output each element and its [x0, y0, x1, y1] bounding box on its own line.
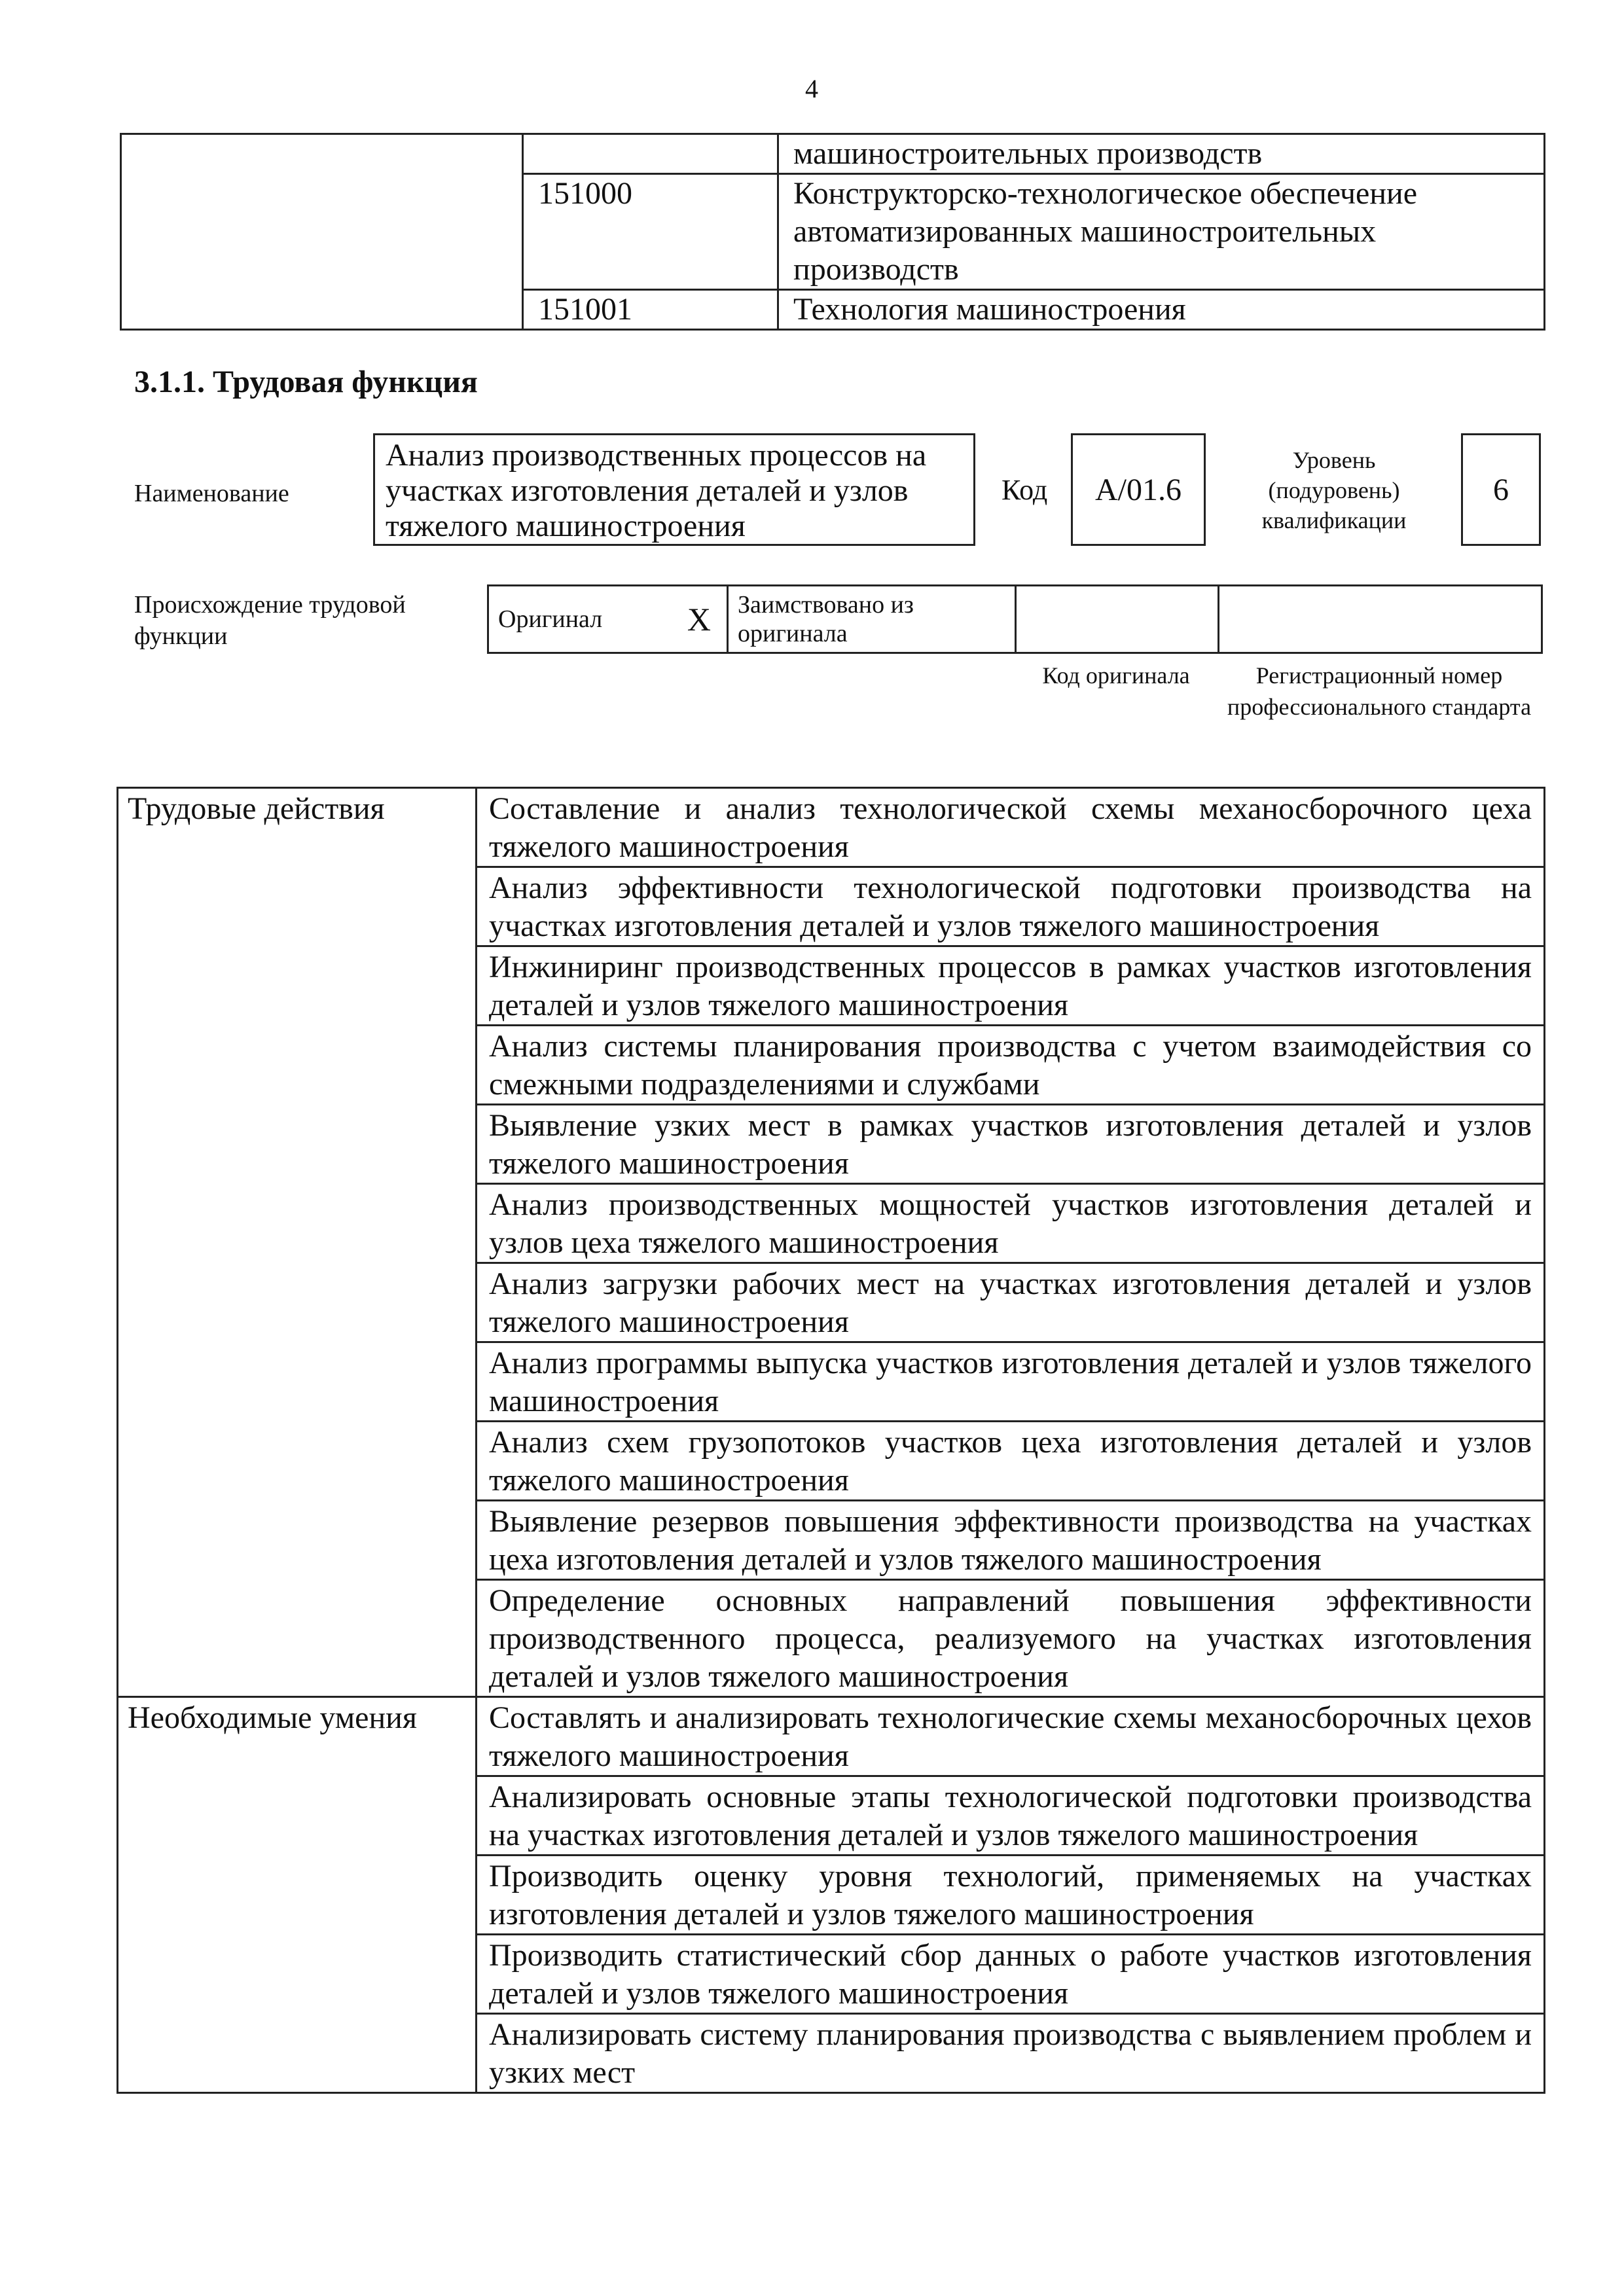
skills-label: Необходимые умения — [118, 1697, 477, 2093]
table-row — [118, 1697, 1545, 1776]
skill: Производить оценку уровня технологий, применяемых на участках изготовления деталей и узлов тяжелого машиностроения — [477, 1856, 1545, 1935]
labor-action: Определение основных направлений повышения эффективности производственного процесса, реализуемого на участках изготовления деталей и узлов тяжелого машиностроения — [477, 1580, 1545, 1697]
original-label: Оригинал — [498, 605, 603, 633]
specialty-name: Конструкторско-технологическое обеспечение автоматизированных машиностроительных производств — [778, 174, 1545, 290]
empty-cell — [121, 134, 523, 330]
section-heading: 3.1.1. Трудовая функция — [134, 365, 478, 399]
original-cell — [488, 586, 728, 653]
specialty-code: 151000 — [523, 174, 778, 290]
level-label: Уровень (подуровень) квалификации — [1261, 447, 1407, 533]
table-row — [121, 134, 1545, 174]
function-name-box: Анализ производственных процессов на участках изготовления деталей и узлов тяжелого машиностроения — [373, 433, 975, 546]
origin-table — [487, 584, 1543, 654]
borrowed-label: Заимствовано из оригинала — [728, 586, 1016, 653]
function-code-box: A/01.6 — [1071, 433, 1206, 546]
labor-action: Выявление резервов повышения эффективности производства на участках цеха изготовления деталей и узлов тяжелого машиностроения — [477, 1501, 1545, 1580]
labor-action: Анализ схем грузопотоков участков цеха изготовления деталей и узлов тяжелого машиностроения — [477, 1422, 1545, 1501]
skill: Анализировать основные этапы технологической подготовки производства на участках изготовления деталей и узлов тяжелого машиностроения — [477, 1776, 1545, 1856]
specialty-code: 151001 — [523, 290, 778, 330]
code-original-cell — [1016, 586, 1219, 653]
labor-action: Анализ программы выпуска участков изготовления деталей и узлов тяжелого машиностроения — [477, 1342, 1545, 1422]
specialty-code — [523, 134, 778, 174]
qualification-level-box: 6 — [1461, 433, 1541, 546]
registration-number-cell — [1219, 586, 1542, 653]
skill: Производить статистический сбор данных о работе участков изготовления деталей и узлов тяжелого машиностроения — [477, 1935, 1545, 2014]
code-original-caption: Код оригинала — [1042, 662, 1190, 689]
original-mark: X — [687, 601, 711, 637]
page-number: 4 — [805, 74, 818, 103]
labor-function-table — [117, 787, 1545, 2094]
labor-action: Составление и анализ технологической схемы механосборочного цеха тяжелого машиностроения — [477, 788, 1545, 867]
code-label: Код — [1001, 474, 1048, 506]
labor-action: Инжиниринг производственных процессов в рамках участков изготовления деталей и узлов тяжелого машиностроения — [477, 946, 1545, 1026]
labor-actions-label: Трудовые действия — [118, 788, 477, 1697]
table-row — [488, 586, 1542, 653]
labor-action: Выявление узких мест в рамках участков изготовления деталей и узлов тяжелого машиностроения — [477, 1105, 1545, 1184]
labor-action: Анализ системы планирования производства с учетом взаимодействия со смежными подразделениями и службами — [477, 1026, 1545, 1105]
name-label: Наименование — [134, 480, 289, 507]
table-row — [118, 788, 1545, 867]
labor-action: Анализ загрузки рабочих мест на участках изготовления деталей и узлов тяжелого машиностроения — [477, 1263, 1545, 1342]
specialty-codes-table — [120, 133, 1545, 331]
labor-action: Анализ производственных мощностей участков изготовления деталей и узлов цеха тяжелого машиностроения — [477, 1184, 1545, 1263]
origin-label: Происхождение трудовой функции — [134, 591, 406, 650]
registration-caption: Регистрационный номер профессионального стандарта — [1227, 662, 1532, 720]
specialty-name: Технология машиностроения — [778, 290, 1545, 330]
skill: Составлять и анализировать технологические схемы механосборочных цехов тяжелого машиностроения — [477, 1697, 1545, 1776]
skill: Анализировать систему планирования производства с выявлением проблем и узких мест — [477, 2014, 1545, 2093]
specialty-name: машиностроительных производств — [778, 134, 1545, 174]
labor-action: Анализ эффективности технологической подготовки производства на участках изготовления деталей и узлов тяжелого машиностроения — [477, 867, 1545, 946]
